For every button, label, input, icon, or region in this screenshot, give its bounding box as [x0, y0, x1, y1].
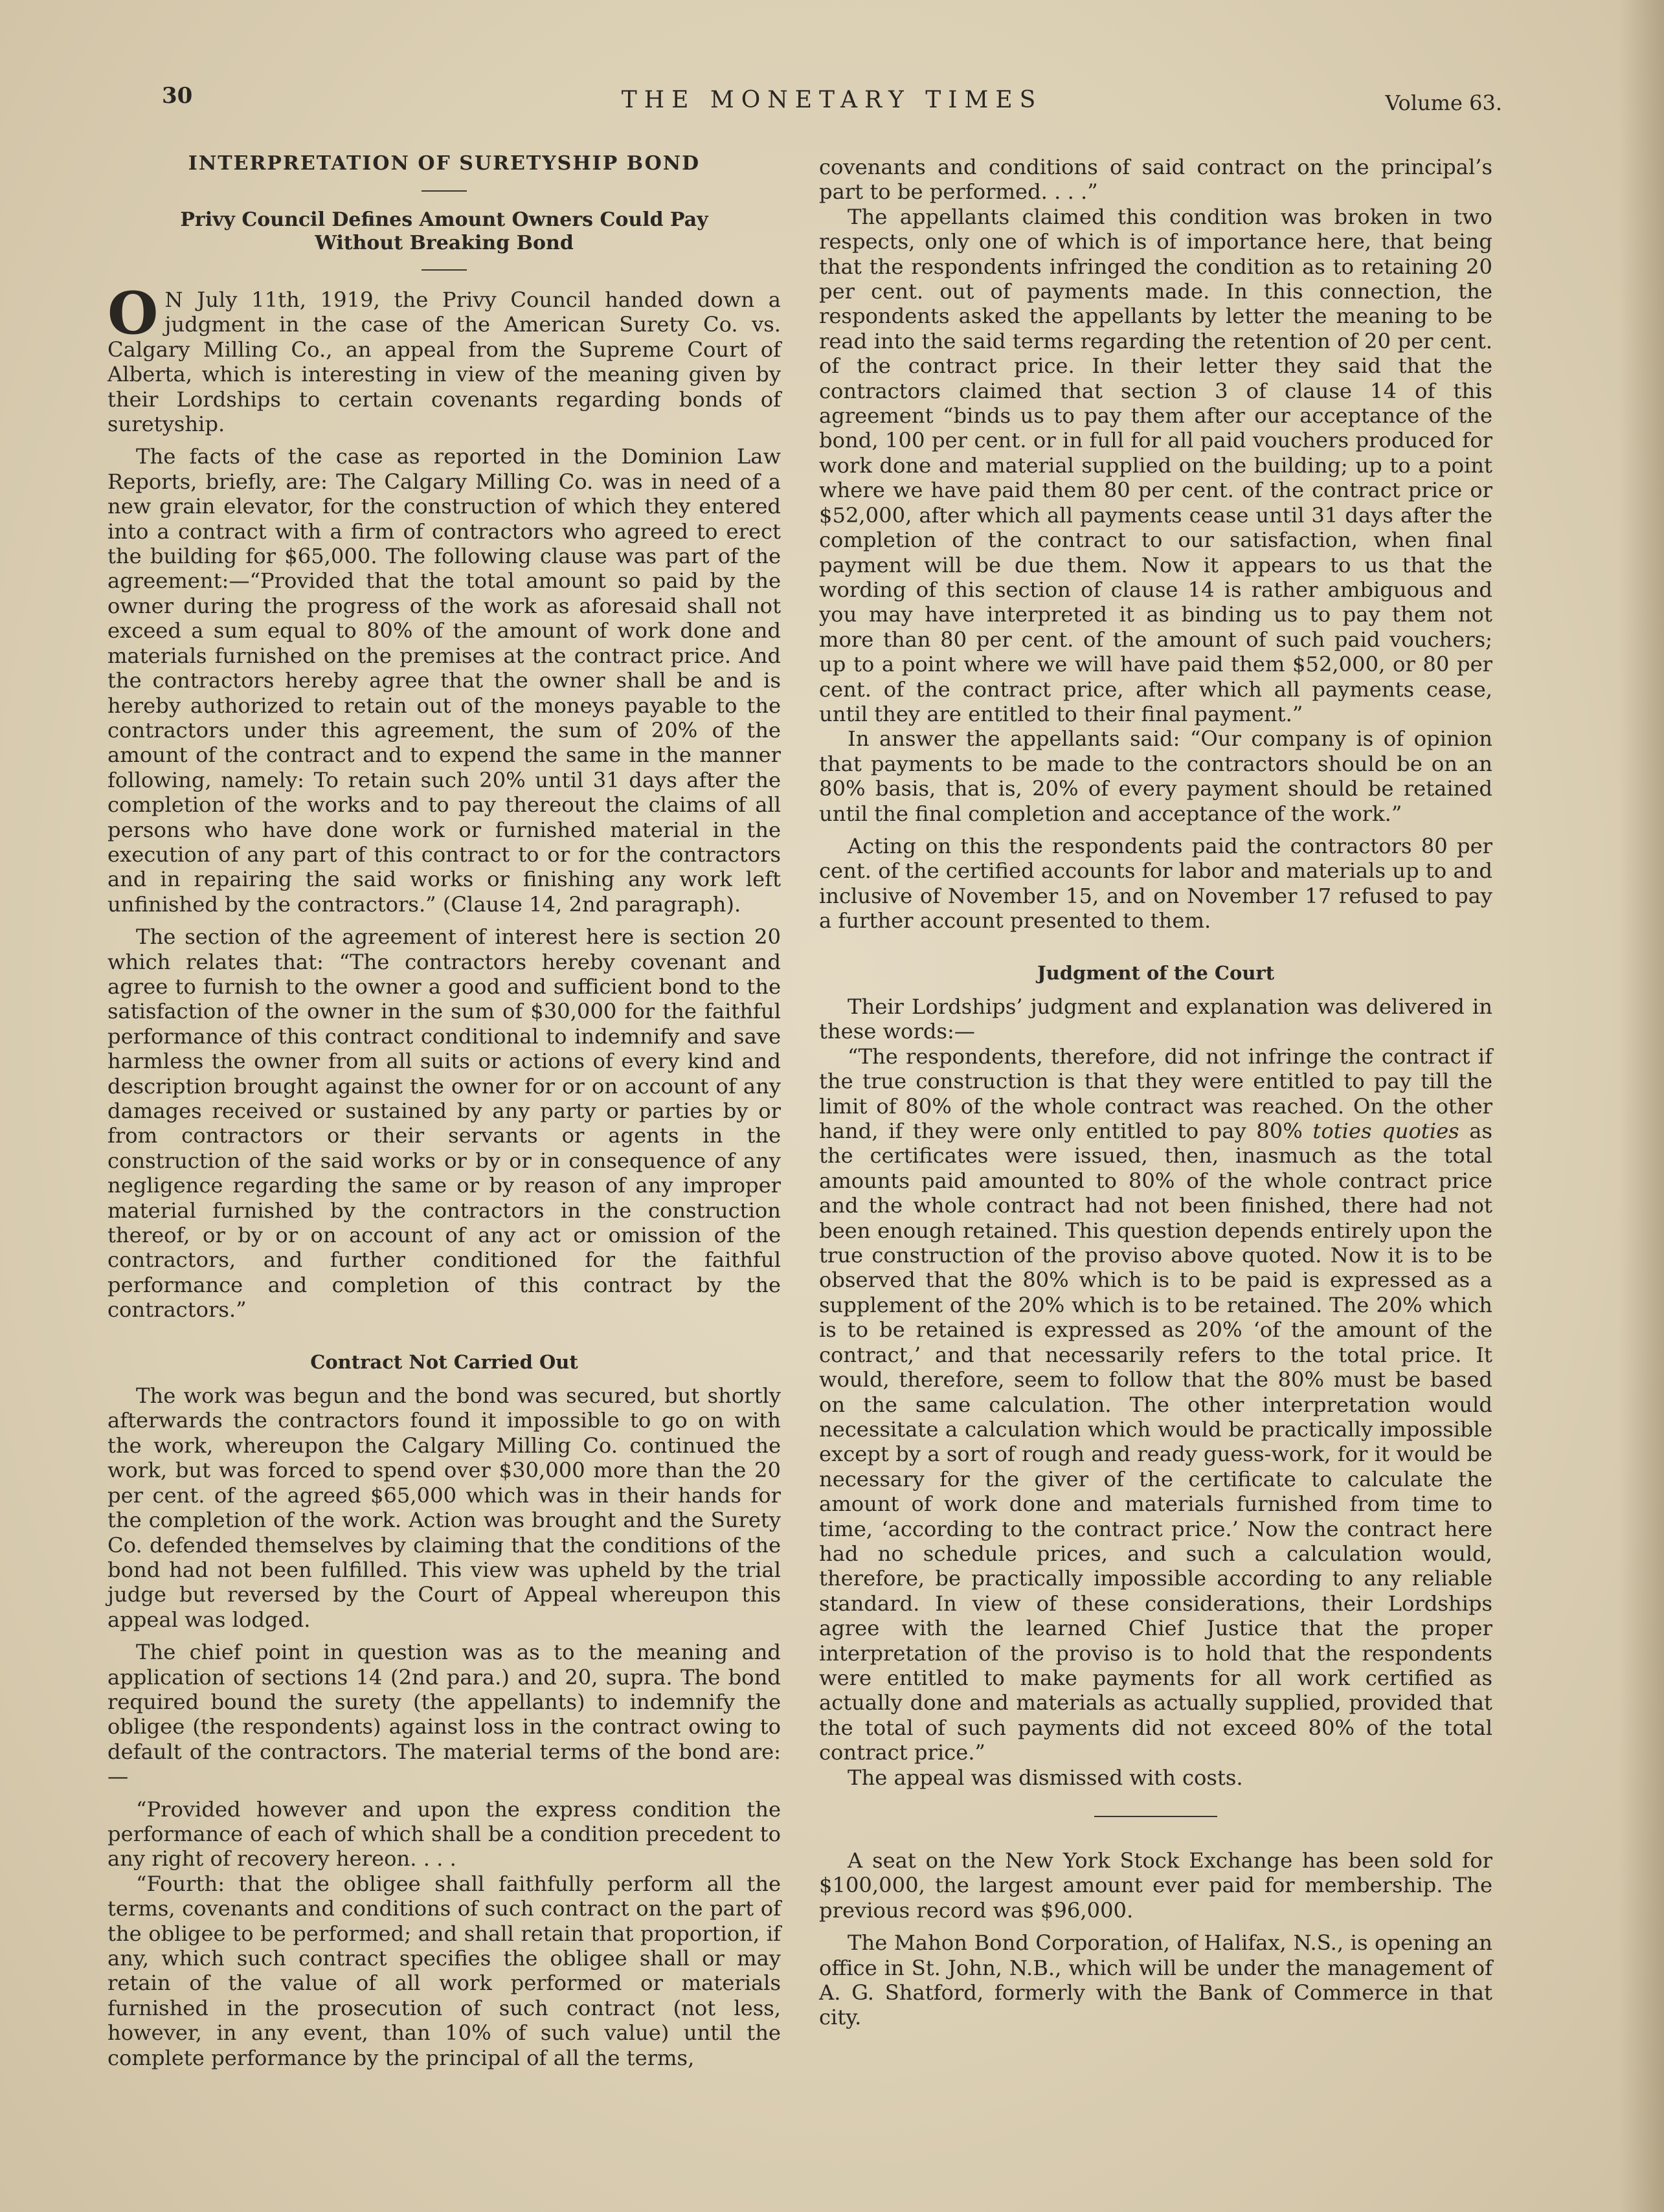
section-heading-contract: Contract Not Carried Out — [310, 1350, 578, 1373]
fourth-quote-paragraph: “Fourth: that the obligee shall faithfully perform all the terms, covenants and conditions of such contract on the part of the obligee to be performed; and shall retain that proportion, if any, which such contract specifies the obligee shall or may retain of the value of all work performed or materials furnished in the prosecution of such contract (not less, however, in any event, than 10% of such value) until the complete performance by the principal of all the terms, — [107, 1871, 781, 2070]
judgment-text-2: as the certificates were issued, then, inasmuch as the total amounts paid amounted to 80% of the whole contract price and the whole contract had not been finished, there had not been enough retained. This question depends entirely upon the true construction of the proviso above quoted. Now it is to be observed that the 80% which is to be paid is expressed as a supplement of the 20% which is to be retained. The 20% which is to be retained is expressed as 20% ‘of the amount of the contract,’ and that necessarily refers to the total price. It would, therefore, seem to follow that the 80% must be based on the same calculation. The other interpretation would necessitate a calculation which would be practically impossible except by a sort of rough and ready guess-work, for it would be necessary for the giver of the certificate to calculate the amount of work done and materials furnished from time to time, ‘according to the contract price.’ Now the contract here had no schedule prices, and such a calculation would, therefore, be practically impossible according to any reliable standard. In view of these considerations, their Lordships agree with the learned Chief Justice that the proper interpretation of the proviso is to hold that the respondents were entitled to make payments for all work certified as actually done and materials as actually supplied, provided that the total of such payments did not exceed 80% of the total contract price.” — [819, 1119, 1492, 1765]
publication-title: THE MONETARY TIMES — [621, 87, 1043, 113]
subtitle-divider — [422, 269, 467, 271]
title-divider — [422, 190, 467, 192]
section-heading-judgment: Judgment of the Court — [1037, 961, 1275, 984]
dismissed-paragraph: The appeal was dismissed with costs. — [848, 1765, 1243, 1790]
page-header — [162, 83, 1502, 122]
spacer — [819, 826, 1492, 834]
page-number: 30 — [162, 83, 193, 109]
right-column — [819, 155, 1492, 2030]
article-subtitle-line1: Privy Council Defines Amount Owners Could Pay — [180, 208, 708, 231]
lead-text: N July 11th, 1919, the Privy Council handed down a judgment in the case of the American Surety Co. vs. Calgary Milling Co., an appeal from the Supreme Court of Alberta, which is interesting in view of the meaning given by their Lordships to certain covenants regarding bonds of suretyship. — [107, 287, 781, 437]
article-title: INTERPRETATION OF SURETYSHIP BOND — [188, 152, 701, 175]
payments-paragraph: Acting on this the respondents paid the contractors 80 per cent. of the certified accounts for labor and materials up to and inclusive of November 15, and on November 17 refused to pay a further account presented to them. — [819, 833, 1492, 933]
page-edge-shadow — [1619, 0, 1664, 2212]
news-divider — [1094, 1816, 1217, 1817]
proviso-quote-paragraph: “Provided however and upon the express condition the performance of each of which shall be a condition precedent to any right of recovery hereon. . . . — [107, 1796, 781, 1871]
judgment-italic-phrase: toties quoties — [1312, 1119, 1459, 1144]
answer-paragraph: In answer the appellants said: “Our company is of opinion that payments to be made to the contractors should be on an 80% basis, that is, 20% of every payment should be retained until the final completion and acceptance of the work.” — [819, 726, 1492, 826]
judgment-quote-paragraph — [819, 1044, 1492, 1765]
left-column — [107, 151, 781, 2070]
news-item-stock-exchange: A seat on the New York Stock Exchange has been sold for $100,000, the largest amount ever paid for membership. The previous record was $96,000. — [819, 1848, 1492, 1923]
section-20-paragraph: The section of the agreement of interest here is section 20 which relates that: “The contractors hereby covenant and agree to furnish to the owner a good and sufficient bond to the satisfaction of the owner in the sum of $30,000 for the faithful performance of this contract conditional to indemnify and save harmless the owner from all suits or actions of every kind and description brought against the owner for or on account of any damages received or sustained by any party or parties by or from contractors or their servants or agents in the construction of the said works or by or in consequence of any negligence regarding the same or by reason of any improper material furnished by the contractors in the construction thereof, or by or on account of any act or omission of the contractors, and further conditioned for the faithful performance and completion of this contract by the contractors.” — [107, 924, 781, 1323]
spacer — [107, 917, 781, 924]
news-item-mahon-bond: The Mahon Bond Corporation, of Halifax, N.S., is opening an office in St. John, N.B., which will be under the management of A. G. Shatford, formerly with the Bank of Commerce in that city. — [819, 1930, 1492, 2030]
facts-paragraph: The facts of the case as reported in the Dominion Law Reports, briefly, are: The Calgary Milling Co. was in need of a new grain elevator, for the construction of which they entered into a contract with a firm of contractors who agreed to erect the building for $65,000. The following clause was part of the agreement:—“Provided that the total amount so paid by the owner during the progress of the work as aforesaid shall not exceed a sum equal to 80% of the amount of work done and materials furnished on the premises at the contract price. And the contractors hereby agree that the owner shall be and is hereby authorized to retain out of the moneys payable to the contractors under this agreement, the sum of 20% of the amount of the contract and to expend the same in the manner following, namely: To retain such 20% until 31 days after the completion of the works and to pay thereout the claims of all persons who have done work or furnished material in the execution of any part of this contract to or for the contractors and in repairing the said works or finishing any work left unfinished by the contractors.” (Clause 14, 2nd paragraph). — [107, 444, 781, 917]
spacer — [107, 1632, 781, 1640]
judgment-text-1: “The respondents, therefore, did not infringe the contract if the true construction is that they were entitled to pay till the limit of 80% of the whole contract was reached. On the other hand, if they were only entitled to pay 80% — [819, 1044, 1492, 1144]
spacer — [107, 1789, 781, 1797]
lead-paragraph — [107, 279, 781, 437]
article-subtitle-line2: Without Breaking Bond — [315, 232, 574, 254]
work-begun-paragraph: The work was begun and the bond was secured, but shortly afterwards the contractors found it impossible to go on with the work, whereupon the Calgary Milling Co. continued the work, but was forced to spend over $30,000 more than the 20 per cent. of the agreed $65,000 which was in their hands for the completion of the work. Action was brought and the Surety Co. defended themselves by claiming that the conditions of the bond had not been fulfilled. This view was upheld by the trial judge but reversed by the Court of Appeal whereupon this appeal was lodged. — [107, 1383, 781, 1632]
volume-label: Volume 63. — [1385, 91, 1502, 115]
spacer — [107, 436, 781, 444]
appellants-claim-paragraph: The appellants claimed this condition was broken in two respects, only one of which is of importance here, that being that the respondents infringed the condition as to retaining 20 per cent. out of payments made. In this connection, the respondents asked the appellants by letter the meaning to be read into the said terms regarding the retention of 20 per cent. of the contract price. In their letter they said that the contractors claimed that section 3 of clause 14 of this agreement “binds us to pay them after our acceptance of the bond, 100 per cent. or in full for all paid vouchers produced for work done and material supplied on the building; up to a point where we have paid them 80 per cent. of the contract price or $52,000, after which all payments cease until 31 days after the completion of the contract to our satisfaction, when final payment will be due them. Now it appears to us that the wording of this section of clause 14 is rather ambiguous and you may have interpreted it as binding us to pay them not more than 80 per cent. of the amount of such paid vouchers; up to a point where we will have paid them $52,000, or 80 per cent. of the contract price, after which all payments cease, until they are entitled to their final payment.” — [819, 204, 1492, 726]
judgment-intro-paragraph: Their Lordships’ judgment and explanation was delivered in these words:— — [819, 994, 1492, 1044]
spacer — [819, 1923, 1492, 1930]
drop-cap: O — [107, 279, 159, 348]
continued-quote-paragraph: covenants and conditions of said contract on the principal’s part to be performed. . . .” — [819, 155, 1492, 205]
chief-point-paragraph: The chief point in question was as to the meaning and application of sections 14 (2nd para.) and 20, supra. The bond required bound the surety (the appellants) to indemnify the obligee (the respondents) against loss in the contract owing to default of the contractors. The material terms of the bond are:— — [107, 1640, 781, 1789]
